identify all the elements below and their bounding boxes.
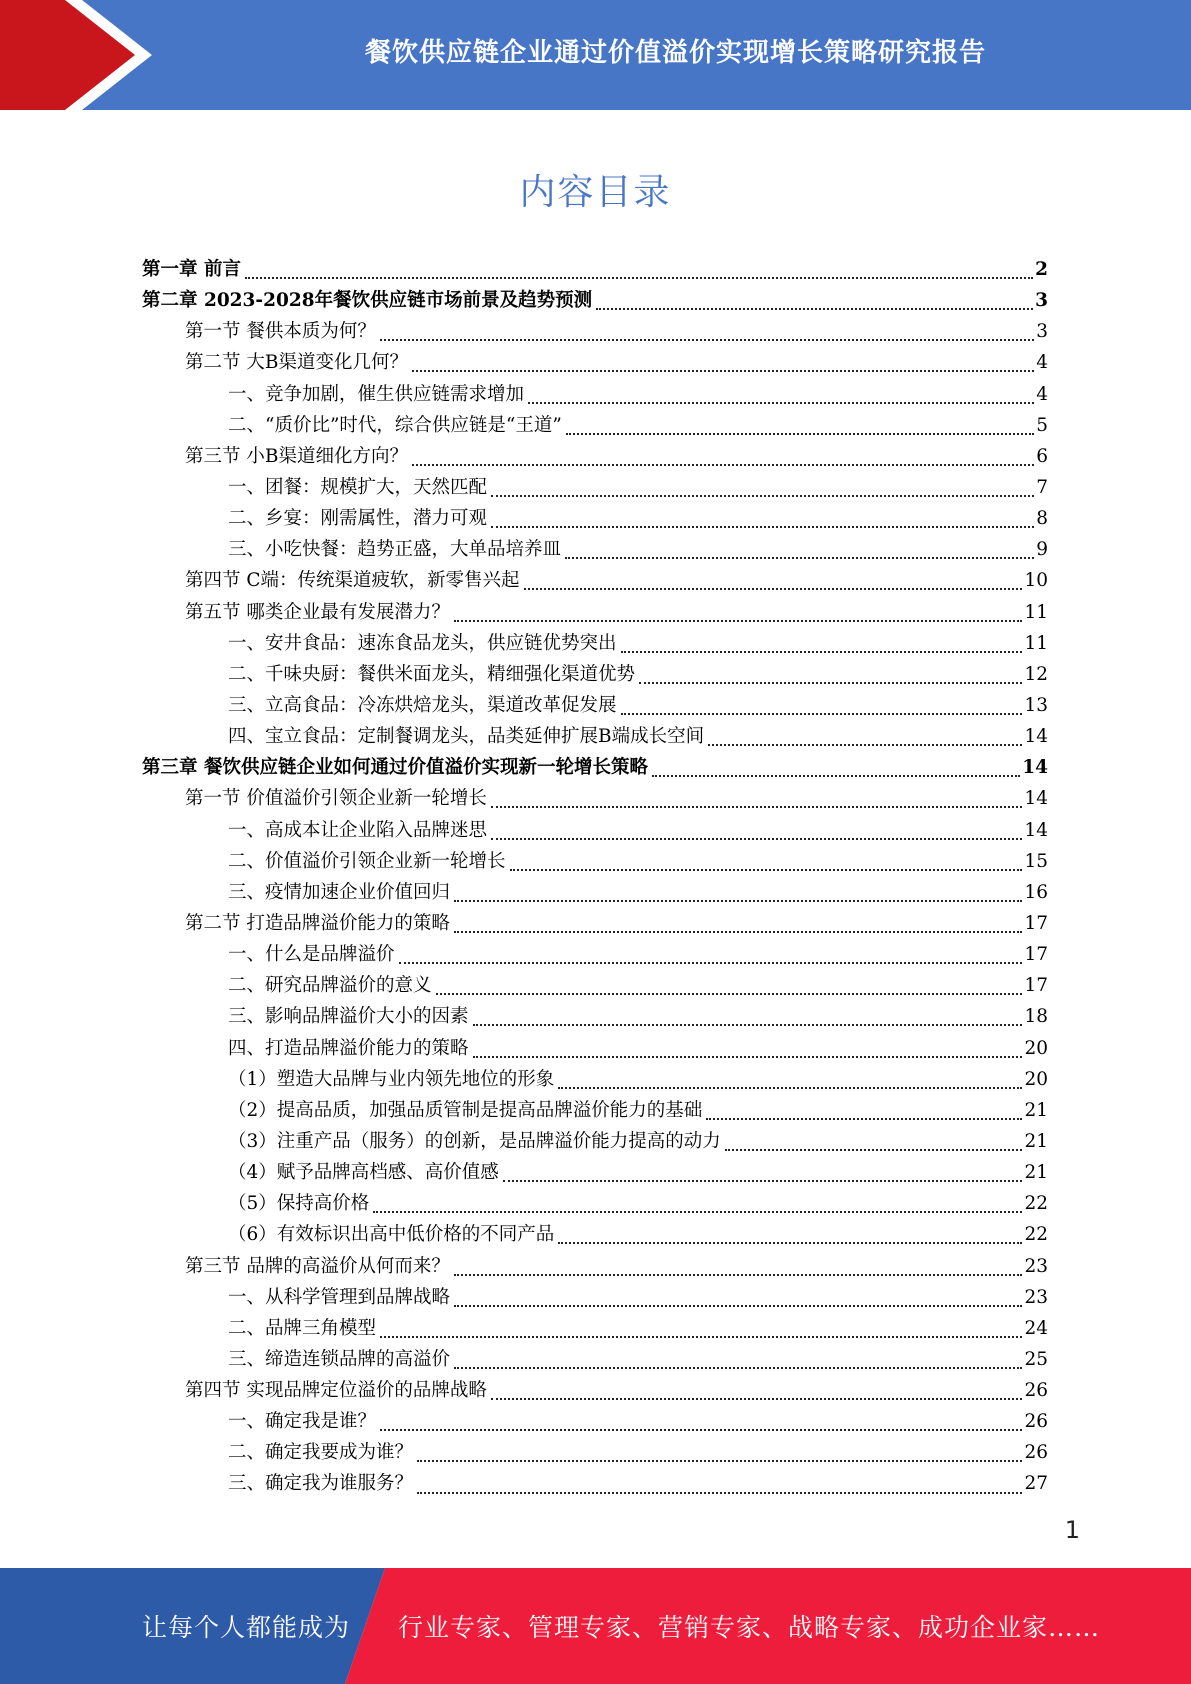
toc-entry-page: 11: [1024, 632, 1048, 654]
toc-entry[interactable]: [142, 503, 1048, 534]
toc-entry-page: 24: [1024, 1317, 1048, 1339]
toc-entry[interactable]: [142, 1437, 1048, 1468]
toc-entry-title: 一、从科学管理到品牌战略: [228, 1286, 451, 1308]
toc-entry-page: 21: [1024, 1162, 1048, 1184]
toc-entry-page: 5: [1036, 414, 1048, 436]
toc-entry[interactable]: [142, 1219, 1048, 1250]
toc-dot-leader: [454, 899, 1022, 902]
toc-entry-title: 第一节 价值溢价引领企业新一轮增长: [185, 788, 487, 810]
toc-entry[interactable]: [142, 1033, 1048, 1064]
toc-entry[interactable]: [142, 534, 1048, 565]
toc-entry-page: 23: [1024, 1255, 1048, 1277]
toc-entry[interactable]: [142, 1064, 1048, 1095]
toc-entry-page: 14: [1024, 788, 1048, 810]
toc-entry-title: 第五节 哪类企业最有发展潜力？: [185, 601, 450, 623]
toc-dot-leader: [412, 463, 1034, 466]
toc-entry-page: 7: [1036, 476, 1048, 498]
toc-entry-page: 17: [1024, 944, 1048, 966]
toc-dot-leader: [417, 1459, 1022, 1462]
toc-entry[interactable]: [142, 1188, 1048, 1219]
toc-entry[interactable]: [142, 659, 1048, 690]
toc-dot-leader: [380, 1335, 1022, 1338]
toc-entry[interactable]: [142, 1313, 1048, 1344]
toc-entry[interactable]: [142, 379, 1048, 410]
toc-entry-title: 第三章 餐饮供应链企业如何通过价值溢价实现新一轮增长策略: [142, 757, 648, 779]
toc-entry[interactable]: [142, 690, 1048, 721]
toc-entry[interactable]: [142, 1095, 1048, 1126]
toc-entry-title: 一、什么是品牌溢价: [228, 944, 395, 966]
footer-slogan-right: 行业专家、管理专家、营销专家、战略专家、成功企业家……: [398, 1613, 1101, 1642]
toc-entry-page: 21: [1024, 1130, 1048, 1152]
toc-entry-page: 9: [1036, 539, 1048, 561]
toc-entry[interactable]: [142, 628, 1048, 659]
toc-entry-page: 8: [1036, 508, 1048, 530]
toc-entry-page: 4: [1036, 383, 1048, 405]
toc-entry-title: 三、影响品牌溢价大小的因素: [228, 1006, 469, 1028]
toc-entry-title: 二、价值溢价引领企业新一轮增长: [228, 850, 506, 872]
toc-dot-leader: [473, 1055, 1023, 1058]
toc-entry-title: 四、宝立食品：定制餐调龙头，品类延伸扩展B端成长空间: [228, 726, 705, 748]
toc-entry[interactable]: [142, 939, 1048, 970]
toc-entry-title: （5）保持高价格: [228, 1193, 370, 1215]
toc-entry-page: 25: [1024, 1348, 1048, 1370]
toc-entry[interactable]: [142, 1126, 1048, 1157]
toc-entry-page: 23: [1024, 1286, 1048, 1308]
toc-entry-title: 第二章 2023-2028年餐饮供应链市场前景及趋势预测: [142, 290, 593, 312]
toc-entry[interactable]: [142, 970, 1048, 1001]
toc-entry-page: 21: [1024, 1099, 1048, 1121]
toc-dot-leader: [399, 961, 1023, 964]
toc-entry[interactable]: [142, 1001, 1048, 1032]
toc-entry-title: 二、千味央厨：餐供米面龙头，精细强化渠道优势: [228, 663, 636, 685]
toc-entry-title: 二、确定我要成为谁？: [228, 1442, 414, 1464]
toc-entry-page: 17: [1024, 975, 1048, 997]
toc-entry[interactable]: [142, 846, 1048, 877]
toc-entry-title: 二、品牌三角模型: [228, 1317, 377, 1339]
toc-dot-leader: [491, 525, 1034, 528]
toc-entry-title: 二、乡宴：刚需属性，潜力可观: [228, 508, 488, 530]
toc-entry-page: 11: [1024, 601, 1048, 623]
toc-dot-leader: [380, 1428, 1022, 1431]
toc-entry[interactable]: [142, 752, 1048, 783]
toc-entry-title: 三、立高食品：冷冻烘焙龙头，渠道改革促发展: [228, 694, 617, 716]
toc-entry-title: 第一章 前言: [142, 259, 241, 280]
toc-dot-leader: [566, 432, 1034, 435]
toc-entry[interactable]: [142, 815, 1048, 846]
toc-entry[interactable]: [142, 410, 1048, 441]
toc-entry-page: 26: [1024, 1411, 1048, 1433]
toc-entry-title: （3）注重产品（服务）的创新，是品牌溢价能力提高的动力: [228, 1130, 721, 1152]
toc-dot-leader: [436, 992, 1023, 995]
toc-entry[interactable]: [142, 908, 1048, 939]
toc-entry-page: 27: [1024, 1473, 1048, 1495]
toc-dot-leader: [473, 1023, 1023, 1026]
toc-dot-leader: [558, 1241, 1022, 1244]
toc-entry-title: 三、缔造连锁品牌的高溢价: [228, 1348, 451, 1370]
toc-entry[interactable]: [142, 597, 1048, 628]
report-title: 餐饮供应链企业通过价值溢价实现增长策略研究报告: [364, 37, 986, 68]
toc-dot-leader: [454, 930, 1023, 933]
toc-entry[interactable]: [142, 316, 1048, 347]
toc-entry[interactable]: [142, 1406, 1048, 1437]
footer-slogan-left: 让每个人都能成为: [142, 1613, 351, 1642]
toc-entry-page: 15: [1024, 850, 1048, 872]
toc-entry[interactable]: [142, 472, 1048, 503]
toc-entry-page: 10: [1024, 570, 1048, 592]
toc-dot-leader: [491, 1397, 1023, 1400]
toc-entry-page: 12: [1024, 663, 1048, 685]
toc-dot-leader: [510, 868, 1023, 871]
toc-entry[interactable]: [142, 285, 1048, 316]
toc-entry-title: 第四节 C端：传统渠道疲软，新零售兴起: [185, 570, 520, 592]
toc-dot-leader: [454, 1304, 1022, 1307]
toc-entry-title: （6）有效标识出高中低价格的不同产品: [228, 1224, 555, 1246]
toc-entry[interactable]: [142, 1375, 1048, 1406]
toc-entry-title: 一、高成本让企业陷入品牌迷思: [228, 819, 488, 841]
toc-entry-page: 6: [1036, 445, 1048, 467]
toc-entry[interactable]: [142, 877, 1048, 908]
toc-entry-title: 第四节 实现品牌定位溢价的品牌战略: [185, 1380, 487, 1402]
toc-entry[interactable]: [142, 347, 1048, 378]
toc-entry-page: 3: [1036, 321, 1048, 343]
toc-entry-title: 二、研究品牌溢价的意义: [228, 975, 432, 997]
toc-dot-leader: [491, 805, 1023, 808]
toc-entry-title: 第一节 餐供本质为何？: [185, 321, 376, 343]
toc-dot-leader: [373, 1210, 1022, 1213]
toc-entry-page: 4: [1036, 352, 1048, 374]
toc-dot-leader: [708, 743, 1022, 746]
toc-entry-page: 26: [1024, 1442, 1048, 1464]
toc-entry-page: 13: [1024, 694, 1048, 716]
toc-dot-leader: [565, 556, 1034, 559]
toc-entry-page: 18: [1024, 1006, 1048, 1028]
toc-entry-title: 三、确定我为谁服务？: [228, 1473, 414, 1495]
toc-entry[interactable]: [142, 721, 1048, 752]
page-number: 1: [1064, 1516, 1080, 1544]
toc-entry-page: 16: [1024, 881, 1048, 903]
toc-dot-leader: [491, 494, 1034, 497]
toc-entry-page: 17: [1024, 912, 1048, 934]
toc-entry-page: 20: [1024, 1068, 1048, 1090]
toc-entry-title: 二、“质价比”时代，综合供应链是“王道”: [228, 414, 562, 436]
toc-dot-leader: [380, 338, 1034, 341]
toc-entry[interactable]: [142, 254, 1048, 285]
toc-entry[interactable]: [142, 1251, 1048, 1282]
toc-entry[interactable]: [142, 783, 1048, 814]
toc-dot-leader: [528, 401, 1034, 404]
toc-dot-leader: [412, 369, 1034, 372]
toc-dot-leader: [245, 276, 1033, 279]
toc-entry-title: 三、小吃快餐：趋势正盛，大单品培养皿: [228, 539, 562, 561]
toc-heading: 内容目录: [519, 172, 672, 213]
toc-entry-page: 26: [1024, 1380, 1048, 1402]
toc-entry-page: 3: [1035, 290, 1048, 312]
toc-entry-page: 14: [1024, 819, 1048, 841]
toc-list: [142, 254, 1048, 1500]
toc-entry[interactable]: [142, 1157, 1048, 1188]
toc-dot-leader: [524, 587, 1023, 590]
toc-dot-leader: [725, 1148, 1023, 1151]
toc-entry-title: （4）赋予品牌高档感、高价值感: [228, 1162, 499, 1184]
toc-entry-title: 第三节 品牌的高溢价从何而来？: [185, 1255, 450, 1277]
header-band: [0, 0, 1191, 110]
toc-dot-leader: [558, 1086, 1022, 1089]
toc-dot-leader: [454, 1366, 1022, 1369]
toc-dot-leader: [454, 619, 1023, 622]
toc-entry-title: 一、团餐：规模扩大，天然匹配: [228, 476, 488, 498]
toc-entry-page: 22: [1024, 1224, 1048, 1246]
toc-entry-title: 三、疫情加速企业价值回归: [228, 881, 451, 903]
toc-entry-title: 四、打造品牌溢价能力的策略: [228, 1037, 469, 1059]
toc-dot-leader: [652, 774, 1020, 777]
toc-dot-leader: [491, 837, 1022, 840]
toc-entry[interactable]: [142, 1468, 1048, 1499]
toc-entry[interactable]: [142, 1344, 1048, 1375]
toc-entry-title: 一、安井食品：速冻食品龙头，供应链优势突出: [228, 632, 617, 654]
toc-entry-title: （2）提高品质，加强品质管制是提高品牌溢价能力的基础: [228, 1099, 703, 1121]
toc-entry-title: 第三节 小B渠道细化方向？: [185, 445, 408, 467]
toc-entry-page: 2: [1035, 259, 1048, 280]
toc-dot-leader: [417, 1491, 1022, 1494]
toc-dot-leader: [621, 712, 1023, 715]
toc-dot-leader: [639, 681, 1022, 684]
toc-dot-leader: [596, 307, 1033, 310]
toc-entry-title: 第二节 打造品牌溢价能力的策略: [185, 912, 450, 934]
footer-band: [0, 1568, 1191, 1684]
toc-entry[interactable]: [142, 565, 1048, 596]
toc-dot-leader: [621, 650, 1023, 653]
toc-entry-title: （1）塑造大品牌与业内领先地位的形象: [228, 1068, 555, 1090]
toc-entry-title: 一、确定我是谁？: [228, 1411, 377, 1433]
toc-entry-page: 14: [1022, 757, 1048, 779]
toc-dot-leader: [454, 1273, 1023, 1276]
toc-entry-title: 一、竞争加剧，催生供应链需求增加: [228, 383, 525, 405]
toc-dot-leader: [503, 1179, 1023, 1182]
toc-dot-leader: [706, 1117, 1022, 1120]
toc-entry-title: 第二节 大B渠道变化几何？: [185, 352, 408, 374]
toc-entry-page: 14: [1024, 726, 1048, 748]
toc-entry[interactable]: [142, 441, 1048, 472]
toc-entry-page: 22: [1024, 1193, 1048, 1215]
toc-entry-page: 20: [1024, 1037, 1048, 1059]
toc-entry[interactable]: [142, 1282, 1048, 1313]
